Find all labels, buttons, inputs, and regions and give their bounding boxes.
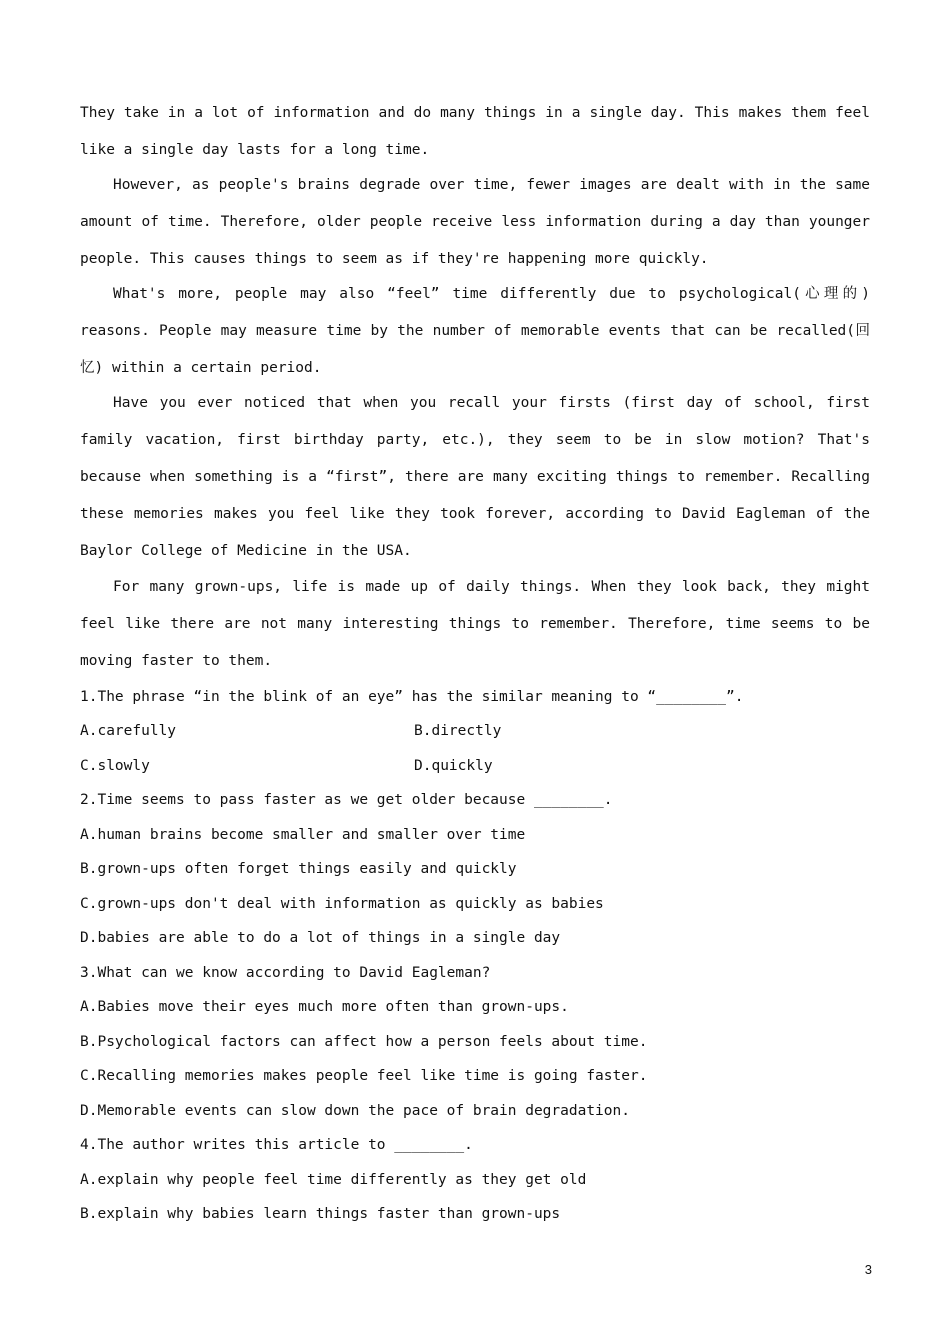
question-2-option-a: A.human brains become smaller and smaller over time — [80, 827, 526, 843]
question-3-option-b: B.Psychological factors can affect how a person feels about time. — [80, 1034, 648, 1050]
passage-paragraph-1: They take in a lot of information and do many things in a single day. This makes them feel like a single day lasts for a long time. — [80, 105, 870, 158]
question-4-stem: 4.The author writes this article to ________. — [80, 1137, 473, 1153]
passage-paragraph-3: What's more, people may also “feel” time differently due to psychological(心理的) reasons. People may measure time by the number of memorable events that can be recalled(回忆) within a certain period. — [80, 286, 870, 376]
question-2-option-c: C.grown-ups don't deal with information as quickly as babies — [80, 896, 604, 912]
question-3-option-c: C.Recalling memories makes people feel like time is going faster. — [80, 1068, 648, 1084]
passage-paragraph-5: For many grown-ups, life is made up of daily things. When they look back, they might feel like there are not many interesting things to remember. Therefore, time seems to be moving faster to them. — [80, 579, 870, 669]
question-2-stem: 2.Time seems to pass faster as we get older because ________. — [80, 792, 613, 808]
passage-paragraph-4: Have you ever noticed that when you recall your firsts (first day of school, first family vacation, first birthday party, etc.), they seem to be in slow motion? That's because when something is a “first”, there are many exciting things to remember. Recalling these memories makes you feel like they took forever, according to David Eagleman of the Baylor College of Medicine in the USA. — [80, 395, 870, 559]
question-1-option-c: C.slowly — [80, 758, 150, 774]
question-3-stem: 3.What can we know according to David Eagleman? — [80, 965, 491, 981]
question-2-option-b: B.grown-ups often forget things easily and quickly — [80, 861, 517, 877]
question-2-option-d: D.babies are able to do a lot of things in a single day — [80, 930, 561, 946]
page-number: 3 — [864, 1262, 872, 1277]
question-1-stem: 1.The phrase “in the blink of an eye” has the similar meaning to “________”. — [80, 689, 744, 705]
question-1-option-b: B.directly — [414, 723, 502, 739]
question-3-option-a: A.Babies move their eyes much more often than grown-ups. — [80, 999, 569, 1015]
question-3-option-d: D.Memorable events can slow down the pace of brain degradation. — [80, 1103, 630, 1119]
question-1-option-d: D.quickly — [414, 758, 493, 774]
question-1-option-a: A.carefully — [80, 723, 177, 739]
question-4-option-a: A.explain why people feel time differently as they get old — [80, 1172, 587, 1188]
passage-paragraph-2: However, as people's brains degrade over time, fewer images are dealt with in the same amount of time. Therefore, older people receive less information during a day than younger people. This causes things to seem as if they're happening more quickly. — [80, 177, 870, 267]
question-4-option-b: B.explain why babies learn things faster than grown-ups — [80, 1206, 561, 1222]
